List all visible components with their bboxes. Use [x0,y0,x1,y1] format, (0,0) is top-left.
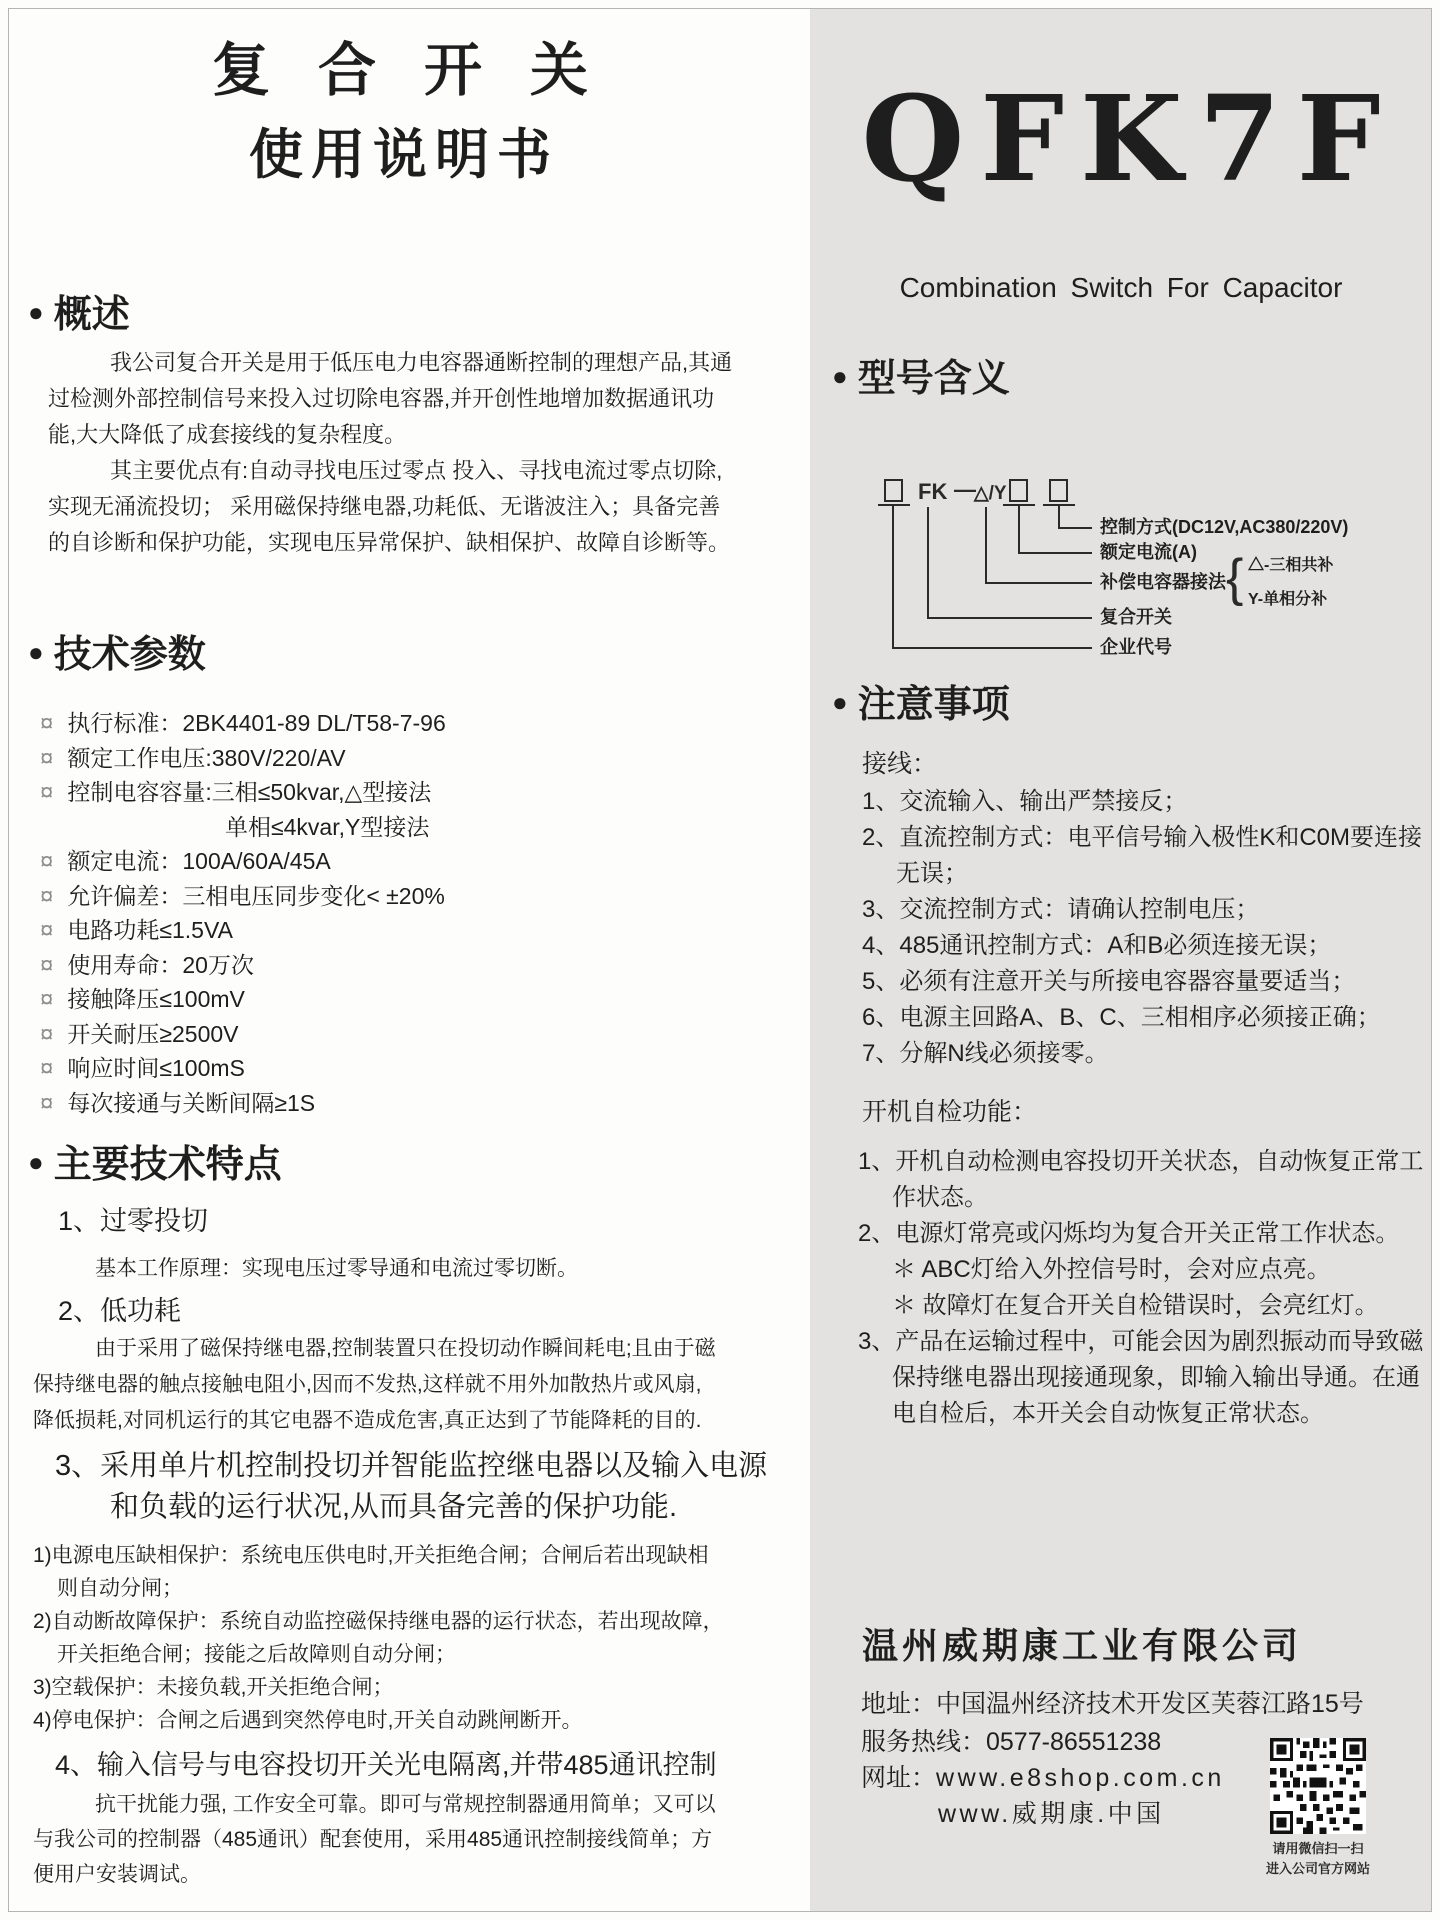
feature-4-body [33,1793,716,1899]
overview-line: 我公司复合开关是用于低压电力电容器通断控制的理想产品,其通 [110,350,733,375]
overview-heading [28,296,130,334]
feature-2-body [33,1337,716,1446]
model-code-joint: △/Y [974,483,1007,504]
label-rated-current: 额定电流(A) [1100,542,1197,562]
selfcheck-line: 1、开机自动检测电容投切开关状态，自动恢复正常工 [858,1148,1424,1175]
feature-4-line: 便用户安装调试。 [33,1863,201,1886]
param-bullet-icon: ¤ [40,917,54,944]
param-text: 执行标准：2BK4401-89 DL/T58-7-96 [67,710,446,736]
param-item [40,1089,710,1127]
website-url: www.e8shop.com.cn [936,1764,1225,1792]
feature-2-title: 2、低功耗 [58,1296,182,1326]
param-text: 开关耐压≥2500V [67,1020,239,1047]
feature-2-line: 保持继电器的触点接触电阻小,因而不发热,这样就不用外加散热片或风扇, [33,1373,702,1396]
param-bullet-icon: ¤ [40,986,54,1013]
param-text: 使用寿命：20万次 [67,951,254,978]
doc-subtitle: 使用说明书 [249,125,559,185]
feature-4-line: 抗干扰能力强, 工作安全可靠。即可与常规控制器通用简单；又可以 [95,1793,716,1816]
label-control-mode: 控制方式(DC12V,AC380/220V) [1100,517,1349,537]
protection-list [33,1544,724,1743]
param-item [40,850,710,885]
qr-code [1270,1738,1366,1834]
feature-2-line: 降低损耗,对同机运行的其它电器不造成危害,真正达到了节能降耗的目的. [33,1409,702,1432]
protection-line: 则自动分闸； [57,1577,183,1600]
selfcheck-line: 电自检后，本开关会自动恢复正常状态。 [892,1400,1324,1427]
selfcheck-line: 保持继电器出现接通现象，即输入输出导通。在通 [892,1364,1420,1391]
doc-title: 复合开关 [211,38,636,103]
model-meaning-heading [832,360,1010,398]
wiring-subheading: 接线： [862,750,938,778]
param-bullet-icon: ¤ [40,1055,54,1082]
feature-3-title [55,1450,768,1534]
param-text: 额定工作电压:380V/220/AV [67,744,346,771]
protection-line: 3)空载保护：未接负载,开关拒绝合闸； [33,1676,394,1699]
model-meaning-heading-text: 型号含义 [857,358,1010,400]
bullet-icon: ● [832,361,848,391]
features-heading-text: 主要技术特点 [53,1144,282,1186]
param-text: 额定电流：100A/60A/45A [67,848,331,874]
param-bullet-icon: ¤ [40,1020,54,1048]
overview-heading-text: 概述 [53,294,130,336]
param-bullet-icon: ¤ [40,779,54,806]
param-item [40,951,710,989]
param-item [40,781,710,816]
protection-line: 开关拒绝合闸；接能之后故障则自动分闸； [57,1643,456,1666]
param-bullet-icon: ¤ [40,848,54,875]
param-text: 电路功耗≤1.5VA [67,917,233,943]
notices-list [862,790,1440,1078]
overview-line: 其主要优点有:自动寻找电压过零点 投入、寻找电流过零点切除, [110,458,723,483]
model-code-dash: — [954,477,976,502]
model-code-box [885,480,902,501]
feature-3-line: 3、采用单片机控制投切并智能监控继电器以及输入电源 [55,1450,768,1482]
model-code-diagram [870,455,1110,655]
notice-line: 4、485通讯控制方式：A和B必须连接无误； [862,932,1332,959]
protection-line: 2)自动断故障保护：系统自动监控磁保持继电器的运行状态，若出现故障， [33,1610,724,1633]
model-code-fk: FK [918,479,948,504]
feature-4-line: 与我公司的控制器（485通讯）配套使用，采用485通讯控制接线简单；方 [33,1828,713,1851]
param-item [40,744,710,782]
bullet-icon: ● [832,687,848,717]
label-wiring-option-y: Y-单相分补 [1248,591,1328,608]
website-label: 网址： [861,1764,937,1792]
param-item [40,919,710,954]
param-item [40,712,710,747]
feature-3-line: 和负载的运行状况,从而具备完善的保护功能. [110,1491,678,1523]
feature-1-title: 1、过零投切 [58,1206,209,1236]
overview-line: 过检测外部控制信号来投入过切除电容器,并开创性地增加数据通讯功 [48,386,715,411]
param-bullet-icon: ¤ [40,744,54,772]
param-text: 接触降压≤100mV [67,986,245,1012]
tech-params-heading-text: 技术参数 [53,634,206,676]
selfcheck-line: ＊ 故障灯在复合开关自检错误时，会亮红灯。 [892,1292,1379,1319]
tech-params-heading [28,636,206,674]
model-english-name: Combination Switch For Capacitor [899,272,1343,303]
selfcheck-list [858,1150,1440,1438]
notice-line: 2、直流控制方式：电平信号输入极性K和C0M要连接 [862,824,1423,851]
company-name: 温州威期康工业有限公司 [862,1625,1303,1666]
param-bullet-icon: ¤ [40,1089,54,1117]
notice-line: 6、电源主回路A、B、C、三相相序必须接正确； [862,1004,1381,1031]
brace-glyph: { [1226,549,1244,607]
model-code-box [1010,480,1027,501]
selfcheck-line: 3、产品在运输过程中，可能会因为剧烈振动而导致磁 [858,1328,1424,1355]
company-hotline: 服务热线：0577-86551238 [861,1728,1162,1756]
label-capacitor-wiring: 补偿电容器接法 [1100,572,1226,592]
param-item [40,1057,710,1092]
model-number: QFK7F [861,69,1397,208]
notice-line: 1、交流输入、输出严禁接反； [862,788,1188,815]
notice-line: 5、必须有注意开关与所接电容器容量要适当； [862,968,1356,995]
selfcheck-line: ＊ ABC灯给入外控信号时，会对应点亮。 [892,1256,1331,1283]
protection-line: 1)电源电压缺相保护：系统电压供电时,开关拒绝合闸；合闸后若出现缺相 [33,1544,709,1567]
notice-line: 3、交流控制方式：请确认控制电压； [862,896,1260,923]
feature-4-title: 4、输入信号与电容投切开关光电隔离,并带485通讯控制 [55,1750,717,1780]
param-text: 控制电容容量:三相≤50kvar,△型接法 [67,779,432,805]
company-address: 地址：中国温州经济技术开发区芙蓉江路15号 [861,1690,1364,1718]
feature-2-line: 由于采用了磁保持继电器,控制装置只在投切动作瞬间耗电;且由于磁 [95,1337,716,1360]
param-item [40,882,710,920]
param-text: 允许偏差：三相电压同步变化< ±20% [67,882,445,909]
label-wiring-option-delta: △-三相共补 [1248,557,1334,574]
label-company-code: 企业代号 [1100,637,1172,657]
notices-heading [832,686,1010,724]
param-item-continuation [40,813,710,851]
company-website-cn: www.威期康.中国 [938,1800,1165,1828]
selfcheck-heading: 开机自检功能： [862,1098,1038,1126]
company-website [861,1766,1225,1791]
param-bullet-icon: ¤ [40,882,54,910]
param-bullet-icon: ¤ [40,710,54,737]
feature-1-body: 基本工作原理：实现电压过零导通和电流过零切断。 [95,1257,578,1280]
qr-caption-line2: 进入公司官方网站 [1265,1861,1370,1876]
param-item [40,1020,710,1058]
param-text: 每次接通与关断间隔≥1S [67,1089,316,1116]
bullet-icon: ● [28,297,44,327]
overview-line: 能,大大降低了成套接线的复杂程度。 [48,422,407,447]
bullet-icon: ● [28,637,44,667]
param-text: 响应时间≤100mS [67,1055,245,1081]
selfcheck-line: 2、电源灯常亮或闪烁均为复合开关正常工作状态。 [858,1220,1400,1247]
overview-line: 的自诊断和保护功能，实现电压异常保护、缺相保护、故障自诊断等。 [48,530,731,555]
selfcheck-line: 作状态。 [892,1184,988,1211]
overview-paragraphs [48,350,733,568]
notice-line: 7、分解N线必须接零。 [862,1040,1109,1067]
model-code-box [1050,480,1067,501]
param-text: 单相≤4kvar,Y型接法 [225,813,430,840]
label-combination-switch: 复合开关 [1100,607,1172,627]
param-item [40,988,710,1023]
features-heading [28,1146,282,1184]
qr-caption-line1: 请用微信扫一扫 [1272,1841,1364,1856]
notices-heading-text: 注意事项 [857,684,1010,726]
overview-line: 实现无涌流投切； 采用磁保持继电器,功耗低、无谐波注入；具备完善 [48,494,721,519]
param-bullet-icon: ¤ [40,951,54,979]
tech-params-list [40,712,710,1126]
notice-line: 无误； [896,860,968,887]
bullet-icon: ● [28,1147,44,1177]
protection-line: 4)停电保护：合闸之后遇到突然停电时,开关自动跳闸断开。 [33,1709,583,1732]
